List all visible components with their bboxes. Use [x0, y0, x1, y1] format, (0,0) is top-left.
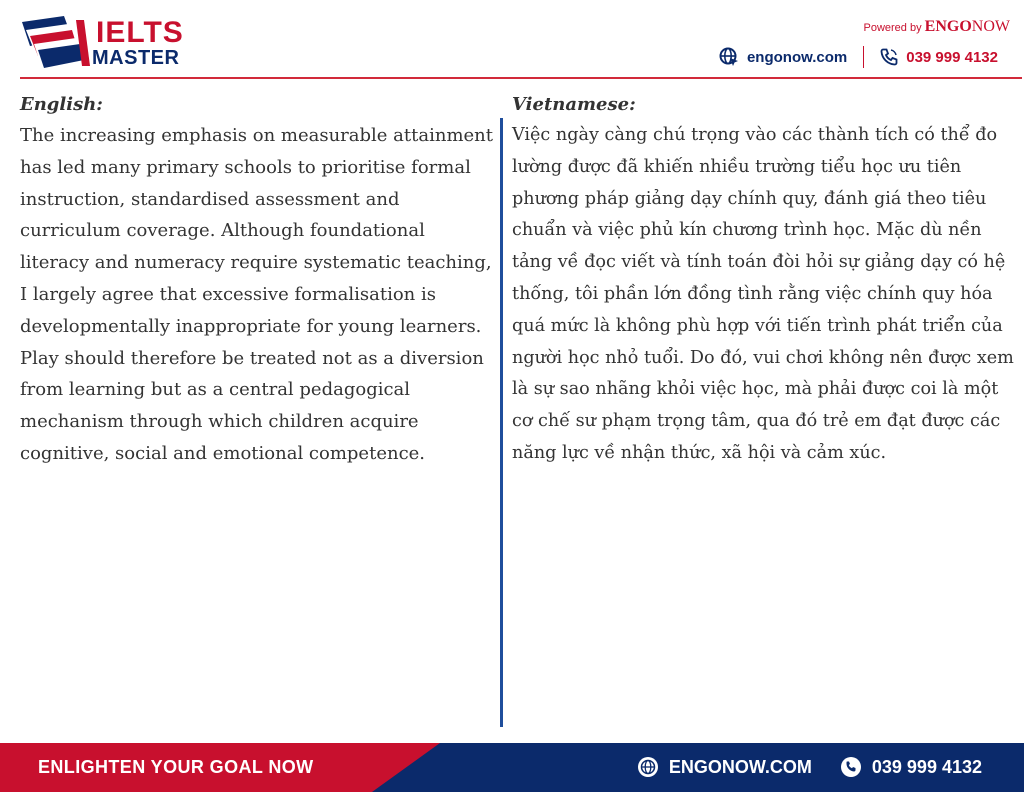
phone-icon	[840, 756, 862, 778]
powered-prefix: Powered by	[863, 22, 922, 34]
english-label: English:	[20, 94, 103, 115]
column-divider	[500, 118, 503, 727]
logo-book-icon	[20, 16, 92, 68]
header-divider	[20, 77, 1022, 79]
logo-line2: MASTER	[92, 47, 180, 69]
header-contact-separator	[863, 46, 864, 68]
english-text: The increasing emphasis on measurable attainment has led many primary schools to prioritise formal instruction, standardised assessment and curriculum coverage. Although foundational literacy and numeracy require systematic teaching, I largely agree that excessive formalisation is developmentally inappropriate for young learners. Play should therefore be treated not as a diversion from learning but as a central pedagogical mechanism through which children acquire cognitive, social and emotional competence.	[20, 125, 493, 464]
powered-by	[864, 18, 1011, 36]
footer-contacts	[637, 755, 982, 779]
header-website-link[interactable]: engonow.com	[746, 48, 848, 66]
globe-icon	[637, 756, 659, 778]
vietnamese-text: Việc ngày càng chú trọng vào các thành tích có thể đo lường được đã khiến nhiều trường tiểu học ưu tiên phương pháp giảng dạy chính quy, đánh giá theo tiêu chuẩn và việc phủ kín chương trình học. Mặc dù nền tảng về đọc viết và tính toán đòi hỏi sự giảng dạy có hệ thống, tôi phần lớn đồng tình rằng việc chính quy hóa quá mức là không phù hợp với tiến trình phát triển của người học nhỏ tuổi. Do đó, vui chơi không nên được xem là sự sao nhãng khỏi việc học, mà phải được coi là một cơ chế sư phạm trọng tâm, qua đó trẻ em đạt được các năng lực về nhận thức, xã hội và cảm xúc.	[512, 125, 1014, 463]
powered-brand	[925, 18, 1010, 35]
powered-brand-bold: ENGO	[924, 18, 972, 35]
powered-brand-rest: NOW	[971, 18, 1010, 35]
footer-slogan: ENLIGHTEN YOUR GOAL NOW	[38, 757, 314, 777]
vietnamese-label: Vietnamese:	[512, 94, 636, 115]
ielts-master-logo[interactable]	[20, 16, 184, 70]
footer-website-link[interactable]: ENGONOW.COM	[668, 756, 812, 777]
header-phone[interactable]: 039 999 4132	[906, 48, 998, 66]
english-column	[20, 90, 496, 470]
logo-line1: IELTS	[96, 16, 184, 49]
header	[0, 0, 1024, 80]
footer-phone[interactable]: 039 999 4132	[871, 756, 982, 777]
footer	[0, 743, 1024, 792]
vietnamese-column	[512, 90, 1018, 470]
header-contacts	[719, 46, 998, 68]
phone-icon	[880, 48, 898, 66]
globe-cursor-icon	[719, 47, 739, 67]
